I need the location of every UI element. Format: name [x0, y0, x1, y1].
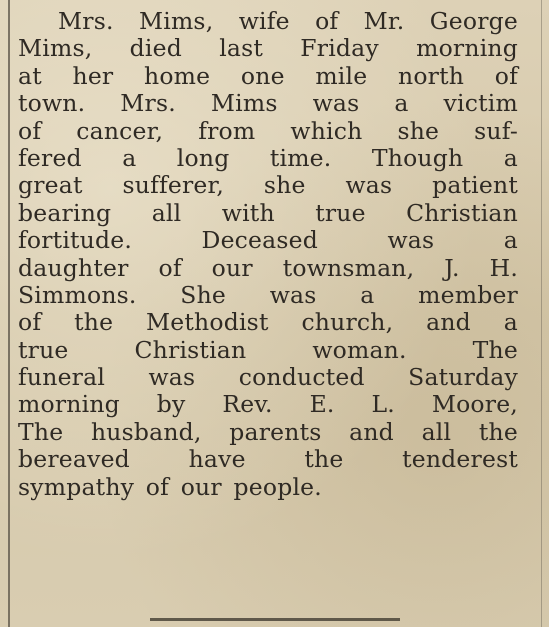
- article-line: sympathy of our people.: [18, 472, 322, 501]
- article-line: Mrs. Mims, wife of Mr. George: [58, 7, 518, 35]
- column-rule-left: [8, 0, 10, 627]
- article-line: at her home one mile north of: [18, 61, 518, 90]
- obituary-article: [18, 8, 518, 501]
- end-rule: [150, 618, 400, 621]
- article-line: bereaved have the tenderest: [18, 445, 518, 474]
- article-line: town. Mrs. Mims was a victim: [18, 89, 518, 118]
- article-line: Mims, died last Friday morning: [18, 34, 518, 63]
- article-line: daughter of our townsman, J. H.: [18, 253, 518, 282]
- article-line: of the Methodist church, and a: [18, 308, 518, 337]
- article-line: of cancer, from which she suf-: [18, 116, 518, 145]
- article-line: morning by Rev. E. L. Moore,: [18, 390, 518, 419]
- article-line: true Christian woman. The: [18, 335, 518, 364]
- article-line: fortitude. Deceased was a: [18, 226, 518, 255]
- column-rule-right: [541, 0, 542, 627]
- article-line: Simmons. She was a member: [18, 280, 518, 309]
- article-line: funeral was conducted Saturday: [18, 363, 518, 392]
- article-line: fered a long time. Though a: [18, 143, 518, 172]
- article-line: The husband, parents and all the: [18, 417, 518, 446]
- article-line: great sufferer, she was patient: [18, 171, 518, 200]
- article-line: bearing all with true Christian: [18, 198, 518, 227]
